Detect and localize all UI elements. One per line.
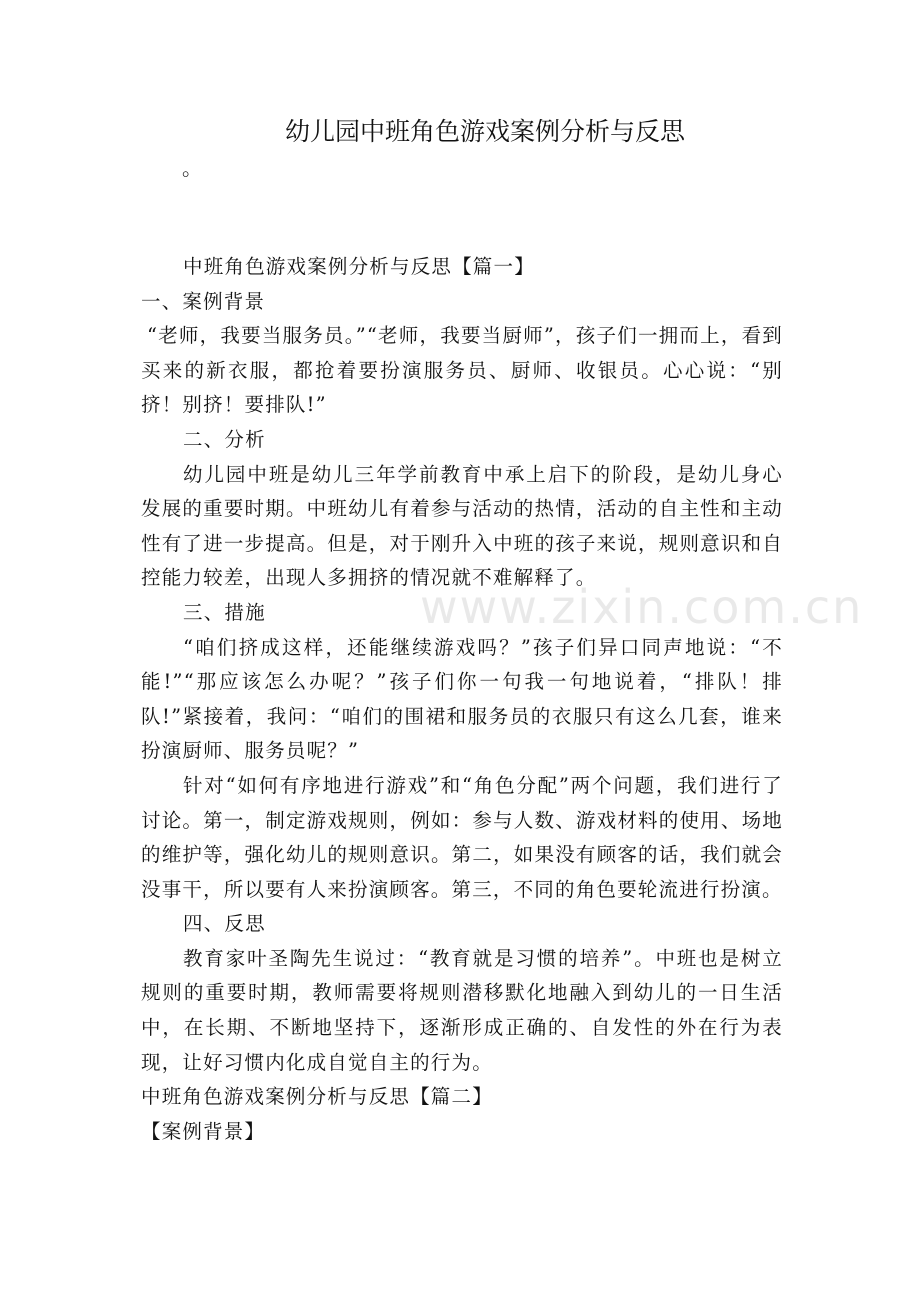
subheading-case-background-two: 【案例背景】 [141, 1119, 266, 1143]
page-title: 幼儿园中班角色游戏案例分析与反思 [284, 117, 685, 146]
watermark: www.zixin.com.cn [420, 580, 864, 634]
paragraph-case-background: “老师，我要当服务员。”“老师，我要当厨师”，孩子们一拥而上，看到买来的新衣服，都抢着要扮演服务员、厨师、收银员。心心说：“别挤！别挤！要排队!” [141, 324, 783, 417]
document-body [141, 250, 783, 1149]
subheading-analysis: 二、分析 [183, 427, 266, 451]
paragraph-measures-discussion: 针对“如何有序地进行游戏”和“角色分配”两个问题，我们进行了讨论。第一，制定游戏规则，例如：参与人数、游戏材料的使用、场地的维护等，强化幼儿的规则意识。第二，如果没有顾客的话，我们就会没事干，所以要有人来扮演顾客。第三，不同的角色要轮流进行扮演。 [141, 773, 783, 901]
subheading-measures: 三、措施 [183, 600, 266, 624]
paragraph-reflection: 教育家叶圣陶先生说过：“教育就是习惯的培养”。中班也是树立规则的重要时期，教师需要将规则潜移默化地融入到幼儿的一日生活中，在长期、不断地坚持下，逐渐形成正确的、自发性的外在行为表现，让好习惯内化成自觉自主的行为。 [141, 946, 783, 1074]
paragraph-analysis: 幼儿园中班是幼儿三年学前教育中承上启下的阶段，是幼儿身心发展的重要时期。中班幼儿有着参与活动的热情，活动的自主性和主动性有了进一步提高。但是，对于刚升入中班的孩子来说，规则意识和自控能力较差，出现人多拥挤的情况就不难解释了。 [141, 462, 783, 590]
subheading-reflection: 四、反思 [183, 912, 266, 936]
paragraph-measures-dialogue: “咱们挤成这样，还能继续游戏吗？”孩子们异口同声地说：“不能!”“那应该怎么办呢？”孩子们你一句我一句地说着，“排队！排队!”紧接着，我问：“咱们的围裙和服务员的衣服只有这么几套，谁来扮演厨师、服务员呢？” [141, 635, 783, 763]
stray-mark: 。 [182, 156, 202, 180]
subheading-case-background: 一、案例背景 [141, 289, 266, 313]
section-heading-part-one: 中班角色游戏案例分析与反思【篇一】 [183, 255, 535, 278]
section-heading-part-two: 中班角色游戏案例分析与反思【篇二】 [141, 1085, 493, 1109]
